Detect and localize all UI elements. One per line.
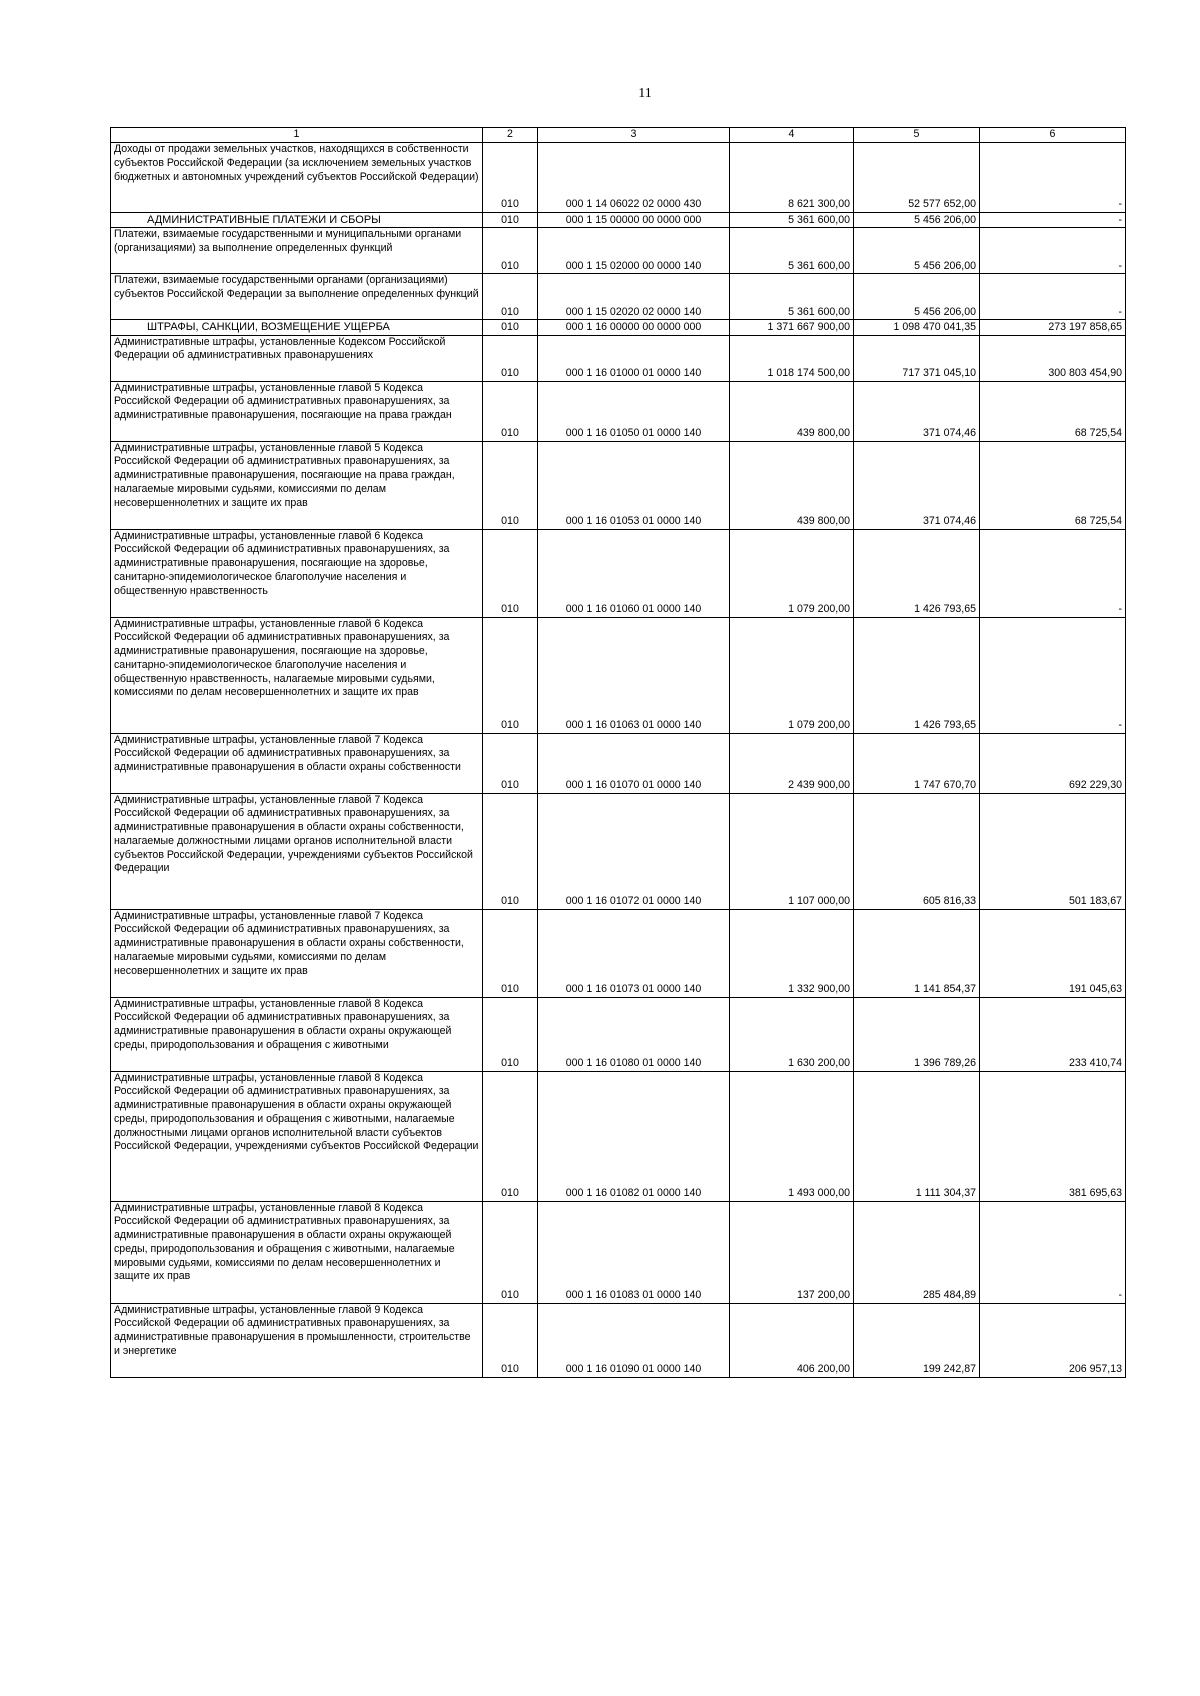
row-unexecuted: - bbox=[980, 617, 1126, 733]
row-budget-code: 000 1 16 01000 01 0000 140 bbox=[538, 335, 730, 381]
row-unexecuted: 233 410,74 bbox=[980, 997, 1126, 1071]
table-row bbox=[111, 320, 1126, 335]
row-budget-code: 000 1 16 01073 01 0000 140 bbox=[538, 909, 730, 997]
row-budget-code: 000 1 16 01090 01 0000 140 bbox=[538, 1303, 730, 1377]
column-number: 1 bbox=[111, 128, 483, 143]
row-unexecuted: 692 229,30 bbox=[980, 733, 1126, 793]
row-name: Доходы от продажи земельных участков, находящихся в собственности субъектов Российской Федерации (за исключением земельных участков бюджетных и автономных учреждений субъектов Российской Федерации) bbox=[111, 143, 483, 213]
row-line-code: 010 bbox=[483, 441, 538, 529]
row-name: Платежи, взимаемые государственными органами (организациями) субъектов Российской Федерации за выполнение определенных функций bbox=[111, 274, 483, 320]
row-approved: 2 439 900,00 bbox=[730, 733, 854, 793]
row-unexecuted: 68 725,54 bbox=[980, 441, 1126, 529]
row-line-code: 010 bbox=[483, 381, 538, 441]
table-row bbox=[111, 381, 1126, 441]
row-executed: 717 371 045,10 bbox=[854, 335, 980, 381]
row-executed: 1 426 793,65 bbox=[854, 617, 980, 733]
row-budget-code: 000 1 14 06022 02 0000 430 bbox=[538, 143, 730, 213]
row-line-code: 010 bbox=[483, 617, 538, 733]
column-number: 3 bbox=[538, 128, 730, 143]
row-approved: 1 630 200,00 bbox=[730, 997, 854, 1071]
row-name: АДМИНИСТРАТИВНЫЕ ПЛАТЕЖИ И СБОРЫ bbox=[111, 213, 483, 228]
row-unexecuted: - bbox=[980, 213, 1126, 228]
row-budget-code: 000 1 16 01080 01 0000 140 bbox=[538, 997, 730, 1071]
row-line-code: 010 bbox=[483, 228, 538, 274]
row-budget-code: 000 1 16 01070 01 0000 140 bbox=[538, 733, 730, 793]
row-unexecuted: - bbox=[980, 228, 1126, 274]
row-approved: 1 493 000,00 bbox=[730, 1071, 854, 1201]
row-approved: 1 107 000,00 bbox=[730, 793, 854, 909]
row-approved: 137 200,00 bbox=[730, 1201, 854, 1303]
row-approved: 5 361 600,00 bbox=[730, 213, 854, 228]
row-executed: 1 426 793,65 bbox=[854, 529, 980, 617]
row-name: Административные штрафы, установленные Кодексом Российской Федерации об административных правонарушениях bbox=[111, 335, 483, 381]
row-name: ШТРАФЫ, САНКЦИИ, ВОЗМЕЩЕНИЕ УЩЕРБА bbox=[111, 320, 483, 335]
row-budget-code: 000 1 15 02000 00 0000 140 bbox=[538, 228, 730, 274]
row-approved: 5 361 600,00 bbox=[730, 228, 854, 274]
row-approved: 1 332 900,00 bbox=[730, 909, 854, 997]
row-name: Административные штрафы, установленные главой 7 Кодекса Российской Федерации об административных правонарушениях, за административные правонарушения в области охраны собственности, налагаемые мировыми судьями, комиссиями по делам несовершеннолетних и защите их прав bbox=[111, 909, 483, 997]
row-approved: 1 079 200,00 bbox=[730, 617, 854, 733]
row-approved: 439 800,00 bbox=[730, 441, 854, 529]
row-unexecuted: 300 803 454,90 bbox=[980, 335, 1126, 381]
table-row bbox=[111, 228, 1126, 274]
row-approved: 1 079 200,00 bbox=[730, 529, 854, 617]
row-line-code: 010 bbox=[483, 529, 538, 617]
row-line-code: 010 bbox=[483, 143, 538, 213]
row-approved: 1 371 667 900,00 bbox=[730, 320, 854, 335]
row-budget-code: 000 1 16 01060 01 0000 140 bbox=[538, 529, 730, 617]
row-budget-code: 000 1 15 00000 00 0000 000 bbox=[538, 213, 730, 228]
table-row bbox=[111, 909, 1126, 997]
column-number-row bbox=[111, 128, 1126, 143]
row-name: Административные штрафы, установленные главой 5 Кодекса Российской Федерации об административных правонарушениях, за административные правонарушения, посягающие на права граждан bbox=[111, 381, 483, 441]
table-row bbox=[111, 529, 1126, 617]
row-approved: 406 200,00 bbox=[730, 1303, 854, 1377]
row-name: Административные штрафы, установленные главой 6 Кодекса Российской Федерации об административных правонарушениях, за административные правонарушения, посягающие на здоровье, санитарно-эпидемиологическое благополучие населения и общественную нравственность bbox=[111, 529, 483, 617]
row-line-code: 010 bbox=[483, 335, 538, 381]
column-number: 2 bbox=[483, 128, 538, 143]
table-row bbox=[111, 1201, 1126, 1303]
row-unexecuted: 501 183,67 bbox=[980, 793, 1126, 909]
row-unexecuted: 191 045,63 bbox=[980, 909, 1126, 997]
table-row bbox=[111, 1303, 1126, 1377]
row-executed: 1 111 304,37 bbox=[854, 1071, 980, 1201]
row-executed: 5 456 206,00 bbox=[854, 274, 980, 320]
row-executed: 5 456 206,00 bbox=[854, 228, 980, 274]
row-unexecuted: - bbox=[980, 274, 1126, 320]
row-budget-code: 000 1 16 01050 01 0000 140 bbox=[538, 381, 730, 441]
row-executed: 1 747 670,70 bbox=[854, 733, 980, 793]
row-line-code: 010 bbox=[483, 213, 538, 228]
row-name: Административные штрафы, установленные главой 7 Кодекса Российской Федерации об административных правонарушениях, за административные правонарушения в области охраны собственности, налагаемые должностными лицами органов исполнительной власти субъектов Российской Федерации, учреждениями субъектов Российской Федерации bbox=[111, 793, 483, 909]
row-name: Административные штрафы, установленные главой 8 Кодекса Российской Федерации об административных правонарушениях, за административные правонарушения в области охраны окружающей среды, природопользования и обращения с животными, налагаемые должностными лицами органов исполнительной власти субъектов Российской Федерации, учреждениями субъектов Российской Федерации bbox=[111, 1071, 483, 1201]
row-budget-code: 000 1 16 01072 01 0000 140 bbox=[538, 793, 730, 909]
table-row bbox=[111, 1071, 1126, 1201]
row-executed: 371 074,46 bbox=[854, 441, 980, 529]
row-line-code: 010 bbox=[483, 909, 538, 997]
row-name: Административные штрафы, установленные главой 6 Кодекса Российской Федерации об административных правонарушениях, за административные правонарушения, посягающие на здоровье, санитарно-эпидемиологическое благополучие населения и общественную нравственность, налагаемые мировыми судьями, комиссиями по делам несовершеннолетних и защите их прав bbox=[111, 617, 483, 733]
row-executed: 605 816,33 bbox=[854, 793, 980, 909]
row-approved: 1 018 174 500,00 bbox=[730, 335, 854, 381]
row-budget-code: 000 1 16 01063 01 0000 140 bbox=[538, 617, 730, 733]
row-executed: 1 396 789,26 bbox=[854, 997, 980, 1071]
column-number: 4 bbox=[730, 128, 854, 143]
row-name: Административные штрафы, установленные главой 8 Кодекса Российской Федерации об административных правонарушениях, за административные правонарушения в области охраны окружающей среды, природопользования и обращения с животными bbox=[111, 997, 483, 1071]
row-line-code: 010 bbox=[483, 793, 538, 909]
row-name: Административные штрафы, установленные главой 8 Кодекса Российской Федерации об административных правонарушениях, за административные правонарушения в области охраны окружающей среды, природопользования и обращения с животными, налагаемые мировыми судьями, комиссиями по делам несовершеннолетних и защите их прав bbox=[111, 1201, 483, 1303]
row-unexecuted: 273 197 858,65 bbox=[980, 320, 1126, 335]
row-approved: 439 800,00 bbox=[730, 381, 854, 441]
row-unexecuted: 68 725,54 bbox=[980, 381, 1126, 441]
table-row bbox=[111, 213, 1126, 228]
row-name: Административные штрафы, установленные главой 7 Кодекса Российской Федерации об административных правонарушениях, за административные правонарушения в области охраны собственности bbox=[111, 733, 483, 793]
row-budget-code: 000 1 15 02020 02 0000 140 bbox=[538, 274, 730, 320]
row-line-code: 010 bbox=[483, 1303, 538, 1377]
table-row bbox=[111, 274, 1126, 320]
row-line-code: 010 bbox=[483, 733, 538, 793]
revenue-table bbox=[110, 127, 1126, 1378]
table-row bbox=[111, 997, 1126, 1071]
row-unexecuted: - bbox=[980, 529, 1126, 617]
column-number: 5 bbox=[854, 128, 980, 143]
table-row bbox=[111, 441, 1126, 529]
row-approved: 8 621 300,00 bbox=[730, 143, 854, 213]
row-unexecuted: 381 695,63 bbox=[980, 1071, 1126, 1201]
table-row bbox=[111, 793, 1126, 909]
row-executed: 1 098 470 041,35 bbox=[854, 320, 980, 335]
table-row bbox=[111, 733, 1126, 793]
row-executed: 285 484,89 bbox=[854, 1201, 980, 1303]
row-approved: 5 361 600,00 bbox=[730, 274, 854, 320]
row-budget-code: 000 1 16 01082 01 0000 140 bbox=[538, 1071, 730, 1201]
table-body bbox=[111, 143, 1126, 1378]
row-line-code: 010 bbox=[483, 997, 538, 1071]
row-executed: 1 141 854,37 bbox=[854, 909, 980, 997]
row-unexecuted: - bbox=[980, 143, 1126, 213]
row-name: Административные штрафы, установленные главой 9 Кодекса Российской Федерации об административных правонарушениях, за административные правонарушения в промышленности, строительстве и энергетике bbox=[111, 1303, 483, 1377]
table-row bbox=[111, 335, 1126, 381]
row-budget-code: 000 1 16 00000 00 0000 000 bbox=[538, 320, 730, 335]
row-unexecuted: - bbox=[980, 1201, 1126, 1303]
row-name: Административные штрафы, установленные главой 5 Кодекса Российской Федерации об административных правонарушениях, за административные правонарушения, посягающие на права граждан, налагаемые мировыми судьями, комиссиями по делам несовершеннолетних и защите их прав bbox=[111, 441, 483, 529]
page-number: 11 bbox=[638, 86, 652, 101]
row-budget-code: 000 1 16 01083 01 0000 140 bbox=[538, 1201, 730, 1303]
row-line-code: 010 bbox=[483, 320, 538, 335]
row-name: Платежи, взимаемые государственными и муниципальными органами (организациями) за выполнение определенных функций bbox=[111, 228, 483, 274]
row-executed: 5 456 206,00 bbox=[854, 213, 980, 228]
row-line-code: 010 bbox=[483, 1071, 538, 1201]
row-executed: 371 074,46 bbox=[854, 381, 980, 441]
row-unexecuted: 206 957,13 bbox=[980, 1303, 1126, 1377]
row-budget-code: 000 1 16 01053 01 0000 140 bbox=[538, 441, 730, 529]
table-row bbox=[111, 617, 1126, 733]
table-row bbox=[111, 143, 1126, 213]
row-executed: 199 242,87 bbox=[854, 1303, 980, 1377]
row-line-code: 010 bbox=[483, 274, 538, 320]
column-number: 6 bbox=[980, 128, 1126, 143]
row-executed: 52 577 652,00 bbox=[854, 143, 980, 213]
row-line-code: 010 bbox=[483, 1201, 538, 1303]
